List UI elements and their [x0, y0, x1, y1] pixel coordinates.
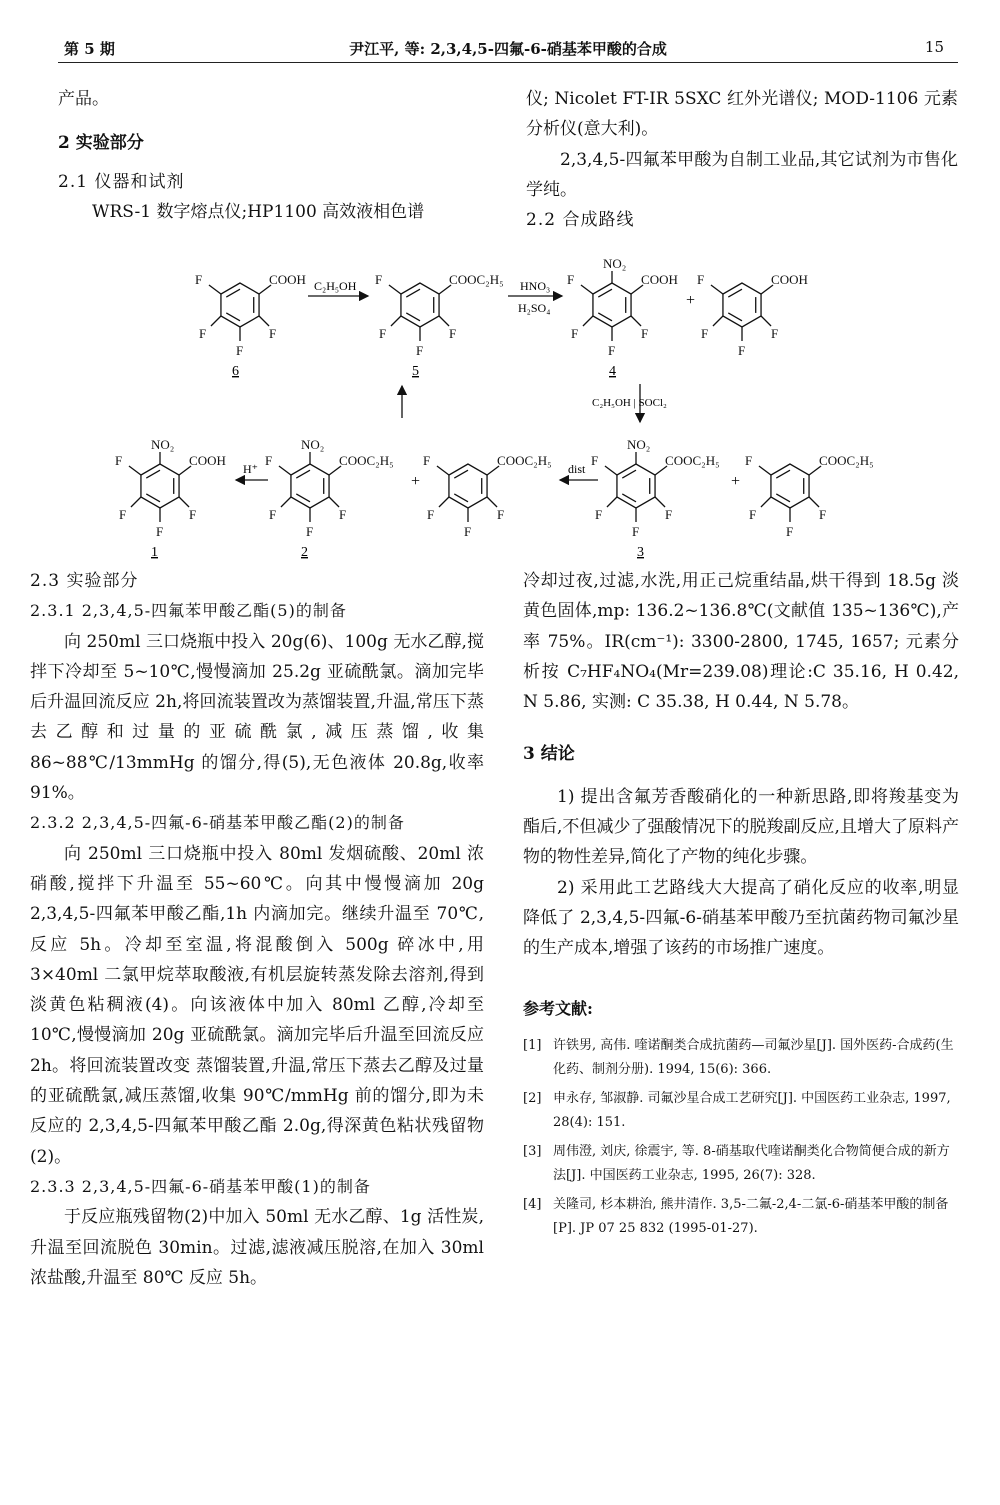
compound-5-fluorine-label: F: [449, 326, 457, 341]
paragraph: 2) 采用此工艺路线大大提高了硝化反应的收率,明显降低了 2,3,4,5-四氟-6-硝基苯甲酸乃至抗菌药物司氟沙星的生产成本,增强了该药的市场推广速度。: [523, 877, 959, 959]
compound-2a-carboxyl-label: COOC₂H₅: [339, 453, 394, 468]
compound-4a-bond: [583, 316, 593, 326]
page-number: 15: [924, 38, 944, 56]
compound-3b-carboxyl-label: COOC₂H₅: [819, 453, 874, 468]
compound-3a-fluorine-label: F: [632, 524, 640, 539]
compound-2b-fluorine-label: F: [497, 507, 505, 522]
compound-1-bond: [179, 497, 189, 507]
compound-1-fluorine-label: F: [156, 524, 164, 539]
compound-4a-fluorine-label: F: [608, 343, 616, 358]
section-heading: 3 结论: [523, 744, 575, 765]
reference-number: [4]: [523, 1196, 542, 1212]
compound-label-5: 5: [412, 364, 419, 379]
plus-sign: +: [686, 292, 696, 309]
compound-4b-fluorine-label: F: [738, 343, 746, 358]
left-column-top: [58, 84, 484, 227]
right-column-top: [526, 84, 958, 235]
compound-2b-carboxyl-label: COOC₂H₅: [497, 453, 552, 468]
compound-6-fluorine-label: F: [198, 326, 207, 341]
reference-item: [523, 1087, 959, 1136]
compound-2b-fluorine-label: F: [422, 453, 431, 468]
compound-3b-fluorine-label: F: [786, 524, 794, 539]
compound-3a-bond: [655, 497, 665, 507]
compound-2a-bond: [281, 497, 291, 507]
compound-3a-fluorine-label: F: [594, 507, 603, 522]
subsubsection-heading: 2.3.1 2,3,4,5-四氟苯甲酸乙酯(5)的制备: [30, 601, 347, 621]
compound-2b-bond: [437, 466, 449, 475]
compound-2b-bond: [439, 497, 449, 507]
references-heading: 参考文献:: [523, 998, 593, 1018]
compound-1-fluorine-label: F: [189, 507, 197, 522]
compound-2b-bond: [487, 497, 497, 507]
compound-3a-fluorine-label: F: [590, 453, 599, 468]
compound-3a-bond: [605, 466, 617, 475]
subsection-heading: 2.2 合成路线: [526, 210, 635, 231]
compound-5-fluorine-label: F: [378, 326, 387, 341]
compound-4b-fluorine-label: F: [700, 326, 709, 341]
section-heading: 2 实验部分: [58, 133, 144, 154]
compound-6-fluorine-label: F: [269, 326, 277, 341]
compound-3a-fluorine-label: F: [665, 507, 673, 522]
reference-number: [1]: [523, 1037, 542, 1053]
compound-4b-fluorine-label: F: [771, 326, 779, 341]
subsubsection-heading: 2.3.3 2,3,4,5-四氟-6-硝基苯甲酸(1)的制备: [30, 1176, 371, 1196]
compound-6-bond: [209, 285, 221, 294]
compound-6-bond: [259, 316, 269, 326]
compound-6-carboxyl-label: COOH: [269, 272, 306, 287]
compound-3b-fluorine-label: F: [748, 507, 757, 522]
compound-2a-fluorine-label: F: [268, 507, 277, 522]
compound-4b-bond: [761, 316, 771, 326]
compound-5-bond: [389, 285, 401, 294]
paragraph: 冷却过夜,过滤,水洗,用正己烷重结晶,烘干得到 18.5g 淡黄色固体,mp: 136.2~136.8℃(文献值 135~136℃),产率 75%。IR(cm⁻¹): 3300-2800, 1745, 1657; 元素分析按 C₇HF₄NO₄(Mr=239.08)理论:C 35.16, H 0.42, N 5.86, 实测: C 35.38, H 0.44, N 5.78。: [523, 571, 959, 713]
compound-6-fluorine-label: F: [194, 272, 203, 287]
running-title: 尹江平, 等: 2,3,4,5-四氟-6-硝基苯甲酸的合成: [349, 40, 667, 58]
reference-text: 周伟澄, 刘庆, 徐震宇, 等. 8-硝基取代喹诺酮类化合物简便合成的新方法[J]. 中国医药工业杂志, 1995, 26(7): 328.: [553, 1143, 950, 1184]
reference-text: 申永存, 邹淑静. 司氟沙星合成工艺研究[J]. 中国医药工业杂志, 1997, 28(4): 151.: [553, 1090, 951, 1131]
compound-4a-bond: [631, 316, 641, 326]
compound-label-3: 3: [637, 545, 644, 560]
reference-item: [523, 1034, 959, 1083]
compound-4a-carboxyl-label: COOH: [641, 272, 678, 287]
compound-3b-fluorine-label: F: [744, 453, 753, 468]
paragraph: 产品。: [58, 89, 109, 109]
compound-2a-fluorine-label: F: [264, 453, 273, 468]
compound-6-fluorine-label: F: [236, 343, 244, 358]
compound-3b-bond: [759, 466, 771, 475]
compound-3b-bond: [761, 497, 771, 507]
reference-item: [523, 1193, 959, 1242]
reference-number: [3]: [523, 1143, 542, 1159]
compound-2a-bond: [329, 497, 339, 507]
compound-4a-fluorine-label: F: [570, 326, 579, 341]
reference-item: [523, 1140, 959, 1189]
compound-2b-fluorine-label: F: [426, 507, 435, 522]
synthesis-scheme: [0, 240, 1000, 570]
compound-1-bond: [131, 497, 141, 507]
compound-2b-fluorine-label: F: [464, 524, 472, 539]
reagent-esterify: C₂H₅OH | SOCl₂: [592, 397, 667, 409]
reagent-acid: H⁺: [243, 462, 258, 476]
compound-5-bond: [391, 316, 401, 326]
compound-1-nitro-label: NO₂: [151, 437, 175, 452]
compound-label-4: 4: [609, 364, 616, 379]
compound-4a-nitro-label: NO₂: [603, 256, 627, 271]
compound-5-fluorine-label: F: [416, 343, 424, 358]
compound-4b-bond: [713, 316, 723, 326]
reagent-h2so4: H₂SO₄: [518, 301, 551, 315]
compound-5-fluorine-label: F: [374, 272, 383, 287]
compound-5-carboxyl-label: COOC₂H₅: [449, 272, 504, 287]
plus-sign: +: [731, 473, 741, 490]
compound-6-bond: [211, 316, 221, 326]
paragraph: WRS-1 数字熔点仪;HP1100 高效液相色谱: [92, 201, 425, 222]
compound-4b-bond: [711, 285, 723, 294]
reagent-hno3: HNO₃: [520, 279, 551, 293]
compound-4b-carboxyl-label: COOH: [771, 272, 808, 287]
left-column-bottom: [30, 566, 484, 1293]
plus-sign: +: [411, 473, 421, 490]
paragraph: 2,3,4,5-四氟苯甲酸为自制工业品,其它试剂为市售化学纯。: [526, 149, 958, 200]
compound-3a-bond: [607, 497, 617, 507]
reference-number: [2]: [523, 1090, 542, 1106]
compound-1-carboxyl-label: COOH: [189, 453, 226, 468]
compound-label-1: 1: [151, 545, 158, 560]
compound-4a-fluorine-label: F: [566, 272, 575, 287]
compound-3b-bond: [809, 497, 819, 507]
subsubsection-heading: 2.3.2 2,3,4,5-四氟-6-硝基苯甲酸乙酯(2)的制备: [30, 813, 405, 833]
compound-2a-fluorine-label: F: [306, 524, 314, 539]
reference-list: [523, 1034, 959, 1242]
compound-2a-fluorine-label: F: [339, 507, 347, 522]
paragraph: 向 250ml 三口烧瓶中投入 80ml 发烟硫酸、20ml 浓硝酸,搅拌下升温至 55~60℃。向其中慢慢滴加 20g 2,3,4,5-四氟苯甲酸乙酯,1h 内滴加完。继续升温至 70℃,反应 5h。冷却至室温,将混酸倒入 500g 碎冰中,用 3×40ml 二氯甲烷萃取酸液,有机层旋转蒸发除去溶剂,得到淡黄色粘稠液(4)。向该液体中加入 80ml 乙醇,冷却至 10℃,慢慢滴加 20g 亚硫酰氯。滴加完毕后升温至回流反应 2h。将回流装置改变 蒸馏装置,升温,常压下蒸去乙醇及过量的亚硫酰氯,减压蒸馏,收集 90℃/mmHg 前的馏分,即为未反应的 2,3,4,5-四氟苯甲酸乙酯 2.0g,得深黄色粘状残留物(2)。: [30, 843, 484, 1167]
paragraph: 向 250ml 三口烧瓶中投入 20g(6)、100g 无水乙醇,搅拌下冷却至 5~10℃,慢慢滴加 25.2g 亚硫酰氯。滴加完毕后升温回流反应 2h,将回流装置改为蒸馏装置,升温,常压下蒸去乙醇和过量的亚硫酰氯,减压蒸馏,收集 86~88℃/13mmHg 的馏分,得(5),无色液体 20.8g,收率 91%。: [30, 631, 484, 804]
compound-label-6: 6: [232, 364, 239, 379]
paragraph: 仪; Nicolet FT-IR 5SXC 红外光谱仪; MOD-1106 元素分析仪(意大利)。: [526, 89, 958, 140]
compound-label-2: 2: [301, 545, 308, 560]
compound-1-fluorine-label: F: [114, 453, 123, 468]
reagent-dist: dist: [568, 462, 586, 476]
running-header: [58, 34, 958, 63]
compound-4a-bond: [581, 285, 593, 294]
compound-1-bond: [129, 466, 141, 475]
compound-1-fluorine-label: F: [118, 507, 127, 522]
reference-text: 关隆司, 杉本耕治, 熊井清作. 3,5-二氟-2,4-二氯-6-硝基苯甲酸的制备[P]. JP 07 25 832 (1995-01-27).: [553, 1196, 949, 1237]
paragraph: 1) 提出含氟芳香酸硝化的一种新思路,即将羧基变为酯后,不但减少了强酸情况下的脱羧副反应,且增大了原料产物的物性差异,简化了产物的纯化步骤。: [523, 786, 959, 868]
compound-5-bond: [439, 316, 449, 326]
paragraph: 于反应瓶残留物(2)中加入 50ml 无水乙醇、1g 活性炭,升温至回流脱色 30min。过滤,滤液减压脱溶,在加入 30ml 浓盐酸,升温至 80℃ 反应 5h。: [30, 1207, 484, 1288]
compound-2a-nitro-label: NO₂: [301, 437, 325, 452]
issue-label: 第 5 期: [64, 40, 115, 58]
compound-2a-bond: [279, 466, 291, 475]
reference-text: 许铁男, 高伟. 喹诺酮类合成抗菌药—司氟沙星[J]. 国外医药-合成药(生化药、制剂分册). 1994, 15(6): 366.: [553, 1037, 954, 1078]
compound-3a-carboxyl-label: COOC₂H₅: [665, 453, 720, 468]
compound-3b-fluorine-label: F: [819, 507, 827, 522]
subsection-heading: 2.1 仪器和试剂: [58, 171, 185, 192]
compound-4a-fluorine-label: F: [641, 326, 649, 341]
compound-3a-nitro-label: NO₂: [627, 437, 651, 452]
subsection-heading: 2.3 实验部分: [30, 571, 139, 591]
reagent-ethanol: C₂H₅OH: [314, 279, 357, 293]
compound-4b-fluorine-label: F: [696, 272, 705, 287]
right-column-bottom: [523, 566, 959, 1246]
